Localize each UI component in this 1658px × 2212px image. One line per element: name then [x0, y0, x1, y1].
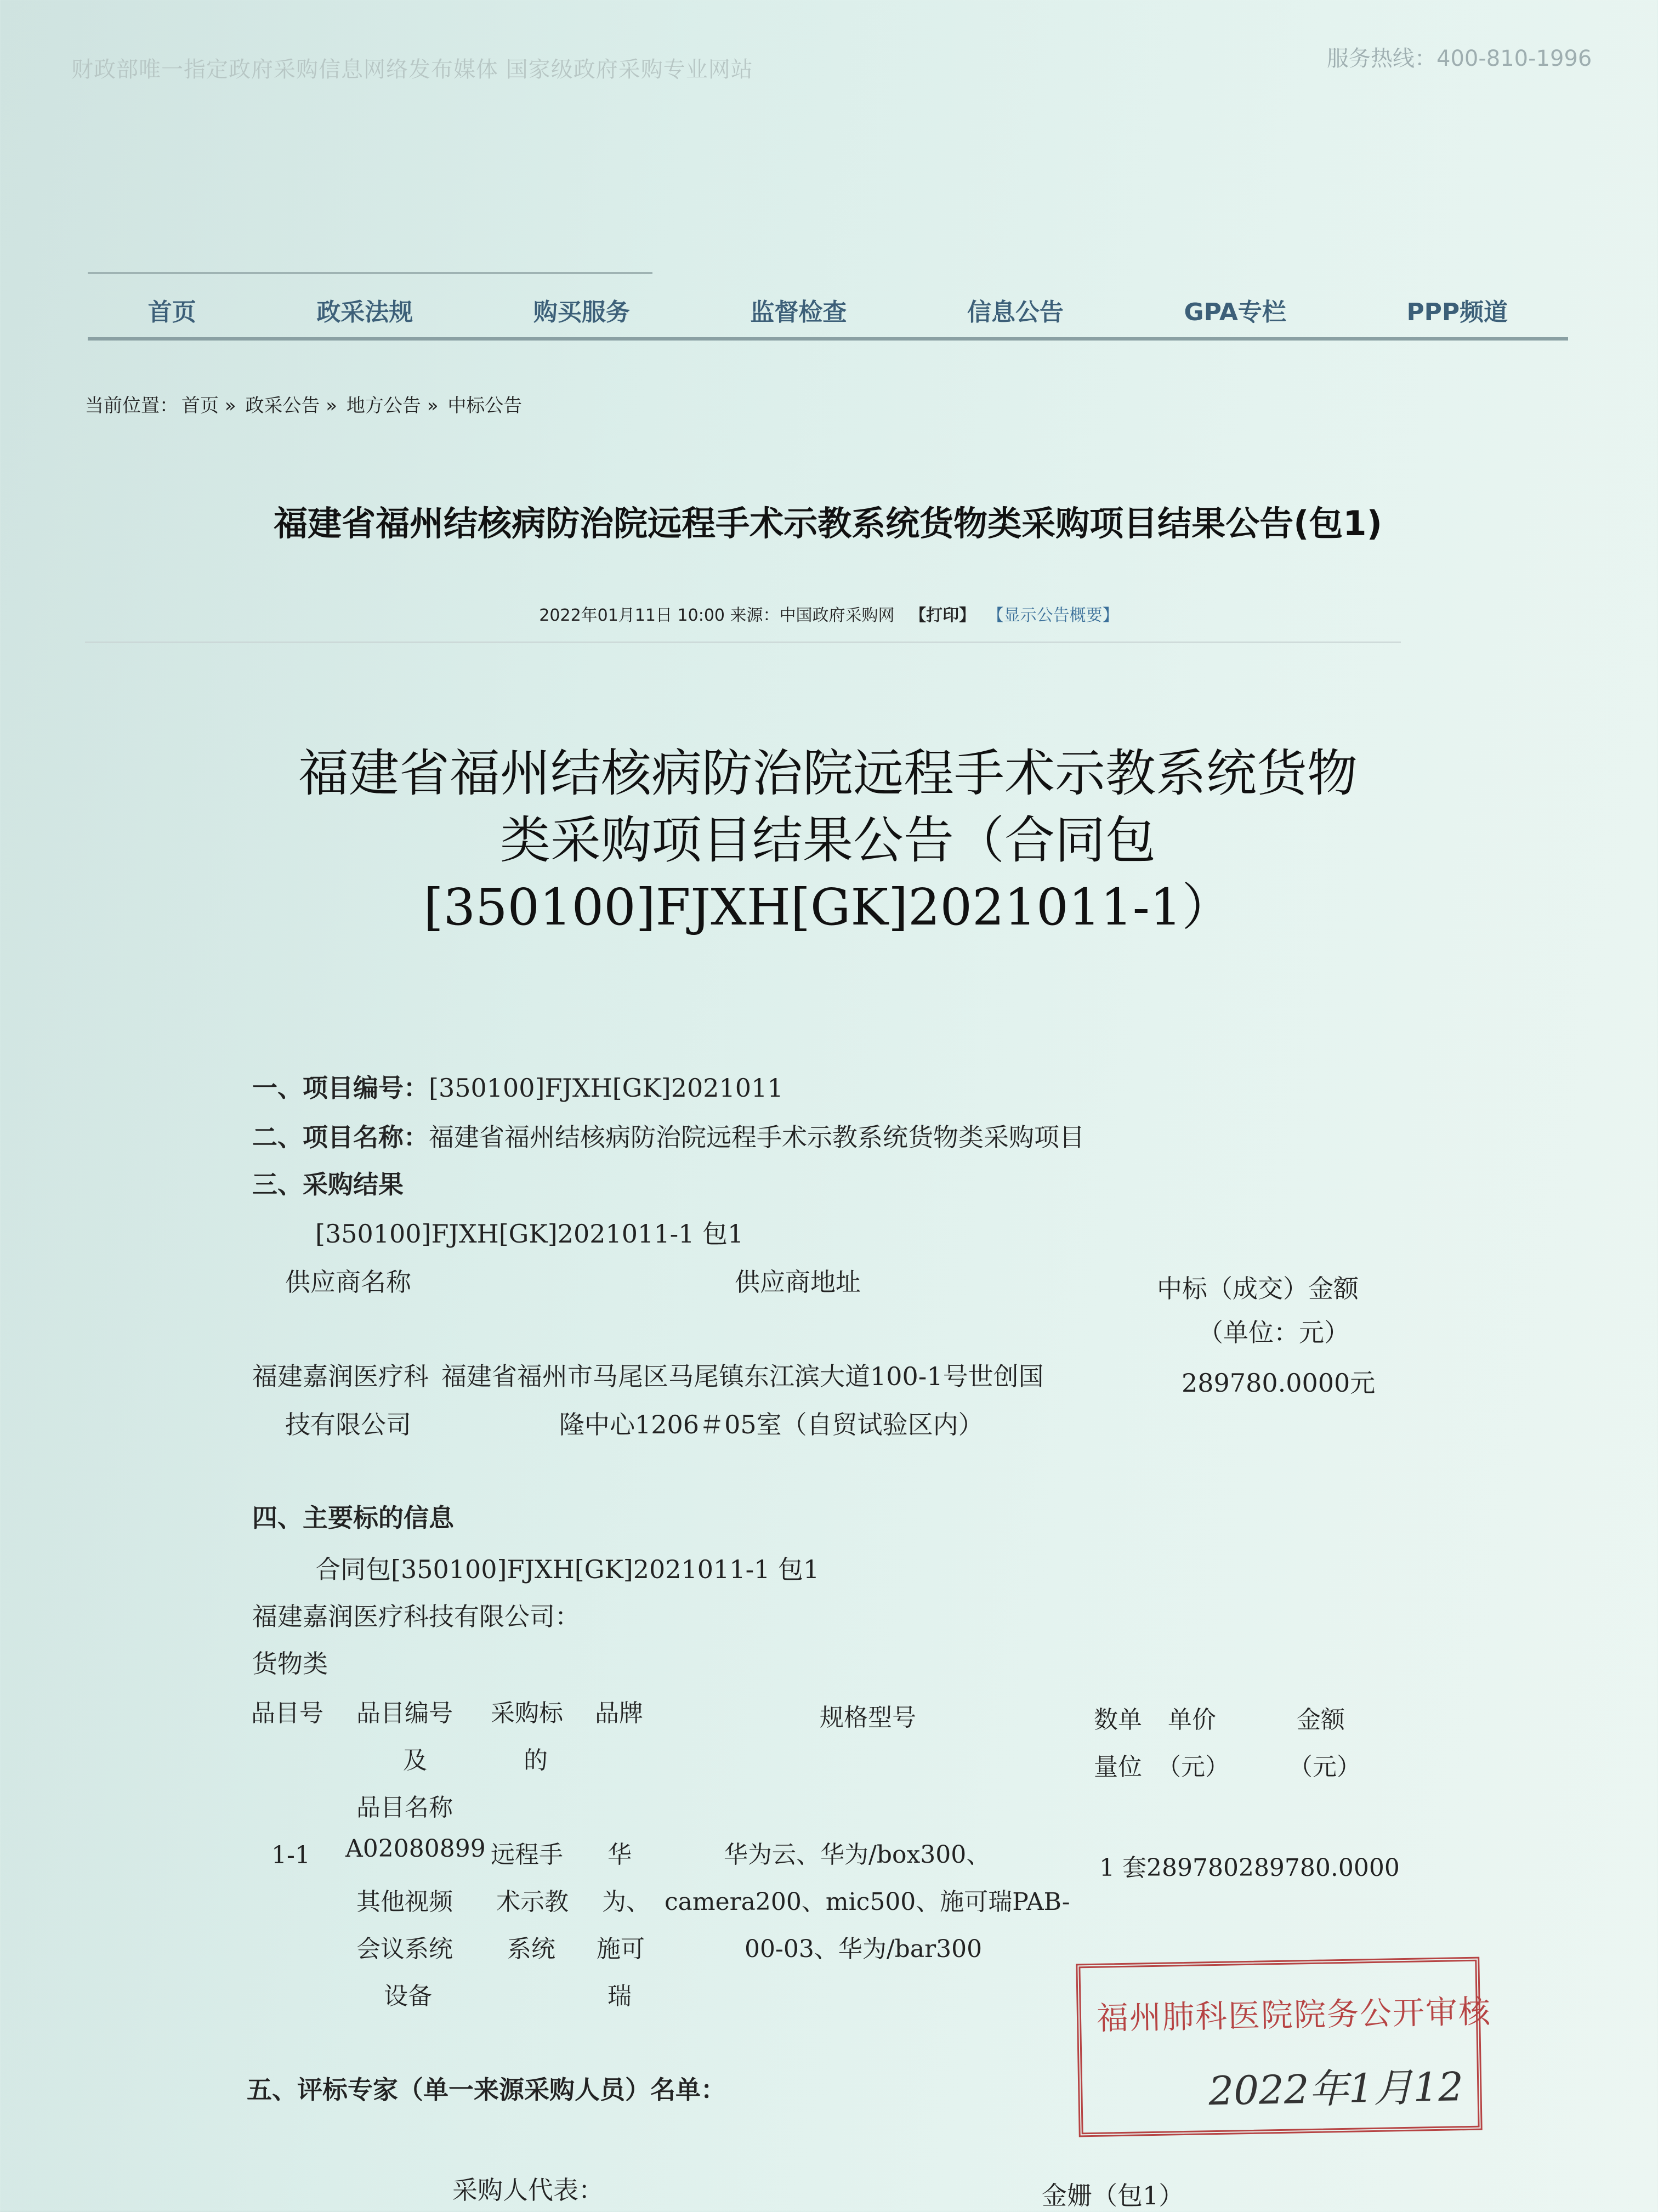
breadcrumb — [85, 390, 522, 417]
breadcrumb-separator: » — [224, 395, 236, 417]
meta-divider — [85, 642, 1401, 643]
col-item-code: 品目编号 — [356, 1699, 453, 1727]
nav-regulations[interactable]: 政采法规 — [316, 298, 413, 326]
qty-price-amount: 1 套289780289780.0000 — [1099, 1854, 1400, 1882]
brand-line: 施可 — [597, 1935, 645, 1963]
col-supplier-address: 供应商地址 — [735, 1267, 861, 1297]
col-amount: 金额 — [1297, 1706, 1345, 1734]
col-amount: （元） — [1288, 1753, 1361, 1781]
nav-purchase-services[interactable]: 购买服务 — [533, 298, 630, 326]
page-title: 福建省福州结核病防治院远程手术示教系统货物类采购项目结果公告(包1) — [274, 503, 1382, 543]
section-evaluation-experts: 五、评标专家（单一来源采购人员）名单： — [247, 2075, 726, 2105]
nav-gpa[interactable]: GPA专栏 — [1184, 298, 1286, 326]
breadcrumb-separator: » — [427, 395, 439, 417]
purchaser-rep-label: 采购人代表： — [452, 2175, 604, 2205]
col-qty-unit: 数单 — [1094, 1706, 1142, 1734]
article-meta — [0, 602, 1658, 626]
stamp-text: 福州肺科医院院务公开审核 — [1096, 1993, 1492, 2037]
col-item-code: 及 — [403, 1746, 427, 1774]
supplier-heading: 福建嘉润医疗科技有限公司： — [252, 1602, 580, 1631]
nav-announcements[interactable]: 信息公告 — [967, 298, 1064, 326]
procurement-object-line: 远程手 — [491, 1841, 563, 1869]
procurement-object-line: 系统 — [507, 1935, 555, 1963]
print-link[interactable]: 【打印】 — [910, 606, 976, 625]
show-summary-link[interactable]: 【显示公告概要】 — [987, 606, 1119, 625]
section-project-name — [252, 1118, 1084, 1154]
breadcrumb-separator: » — [326, 395, 338, 417]
col-procurement-object: 采购标 — [491, 1699, 563, 1727]
section-project-number — [252, 1068, 783, 1104]
item-code-line: A02080899 — [345, 1835, 486, 1863]
document-title-line: 福建省福州结核病防治院远程手术示教系统货物 — [298, 744, 1358, 803]
supplier-name-line: 福建嘉润医疗科 — [252, 1362, 429, 1391]
nav-ppp[interactable]: PPP频道 — [1406, 298, 1508, 326]
breadcrumb-label: 当前位置： — [85, 395, 178, 417]
brand-line: 为、 — [602, 1888, 650, 1916]
brand-line: 华 — [607, 1841, 632, 1869]
item-code-line: 设备 — [384, 1982, 432, 2010]
publish-info: 2022年01月11日 10:00 来源：中国政府采购网 — [539, 606, 895, 625]
contract-package: 合同包[350100]FJXH[GK]2021011-1 包1 — [315, 1555, 820, 1584]
breadcrumb-home[interactable]: 首页 — [181, 395, 219, 417]
spec-line: 华为云、华为/box300、 — [724, 1841, 991, 1869]
breadcrumb-award-notices[interactable]: 中标公告 — [447, 395, 523, 417]
spec-line: camera200、mic500、施可瑞PAB- — [665, 1888, 1070, 1916]
document-title-line: [350100]FJXH[GK]2021011-1） — [423, 878, 1233, 937]
col-spec-model: 规格型号 — [820, 1704, 916, 1732]
breadcrumb-procurement-notices[interactable]: 政采公告 — [245, 395, 320, 417]
breadcrumb-local-notices[interactable]: 地方公告 — [346, 395, 421, 417]
approval-stamp — [1076, 1957, 1492, 2137]
site-slogan: 财政部唯一指定政府采购信息网络发布媒体 国家级政府采购专业网站 — [71, 57, 753, 82]
goods-category: 货物类 — [252, 1649, 328, 1678]
col-item-no: 品目号 — [251, 1699, 323, 1727]
col-brand: 品牌 — [595, 1699, 643, 1727]
purchaser-rep-name: 金姗（包1） — [1042, 2181, 1184, 2210]
col-award-amount: 中标（成交）金额 — [1157, 1274, 1359, 1303]
section-label: 一、项目编号： — [252, 1073, 429, 1103]
service-hotline: 服务热线：400-810-1996 — [1327, 46, 1592, 71]
col-item-code: 品目名称 — [356, 1794, 453, 1822]
award-amount: 289780.0000元 — [1182, 1368, 1376, 1398]
procurement-object-line: 术示教 — [496, 1888, 569, 1916]
supplier-address-line: 隆中心1206＃05室（自贸试验区内） — [559, 1410, 984, 1439]
col-supplier-name: 供应商名称 — [285, 1267, 411, 1297]
package-id: [350100]FJXH[GK]2021011-1 包1 — [315, 1219, 744, 1249]
header-divider — [88, 272, 652, 274]
item-code-line: 其他视频 — [356, 1888, 453, 1916]
item-no: 1-1 — [271, 1841, 310, 1869]
section-main-items: 四、主要标的信息 — [252, 1503, 454, 1533]
col-qty-unit: 量位 — [1094, 1753, 1142, 1781]
document-title-line: 类采购项目结果公告（合同包 — [499, 811, 1156, 870]
item-code-line: 会议系统 — [356, 1935, 453, 1963]
spec-line: 00-03、华为/bar300 — [745, 1935, 983, 1963]
col-unit: （单位：元） — [1198, 1318, 1349, 1347]
supplier-address-line: 福建省福州市马尾区马尾镇东江滨大道100-1号世创国 — [441, 1362, 1044, 1391]
supplier-name-line: 技有限公司 — [285, 1410, 411, 1439]
col-unit-price: 单价 — [1168, 1706, 1216, 1734]
project-number: [350100]FJXH[GK]2021011 — [429, 1073, 783, 1103]
stamp-handwritten-date: 2022年1月12 — [1208, 2063, 1464, 2114]
section-procurement-result: 三、采购结果 — [252, 1170, 404, 1199]
section-label: 二、项目名称： — [252, 1122, 429, 1152]
document-title — [164, 740, 1491, 941]
main-nav — [88, 282, 1568, 341]
brand-line: 瑞 — [607, 1982, 632, 2010]
col-unit-price: （元） — [1157, 1753, 1229, 1781]
nav-home[interactable]: 首页 — [147, 298, 196, 326]
project-name: 福建省福州结核病防治院远程手术示教系统货物类采购项目 — [429, 1122, 1084, 1152]
nav-supervision[interactable]: 监督检查 — [750, 298, 847, 326]
col-procurement-object: 的 — [524, 1746, 548, 1774]
